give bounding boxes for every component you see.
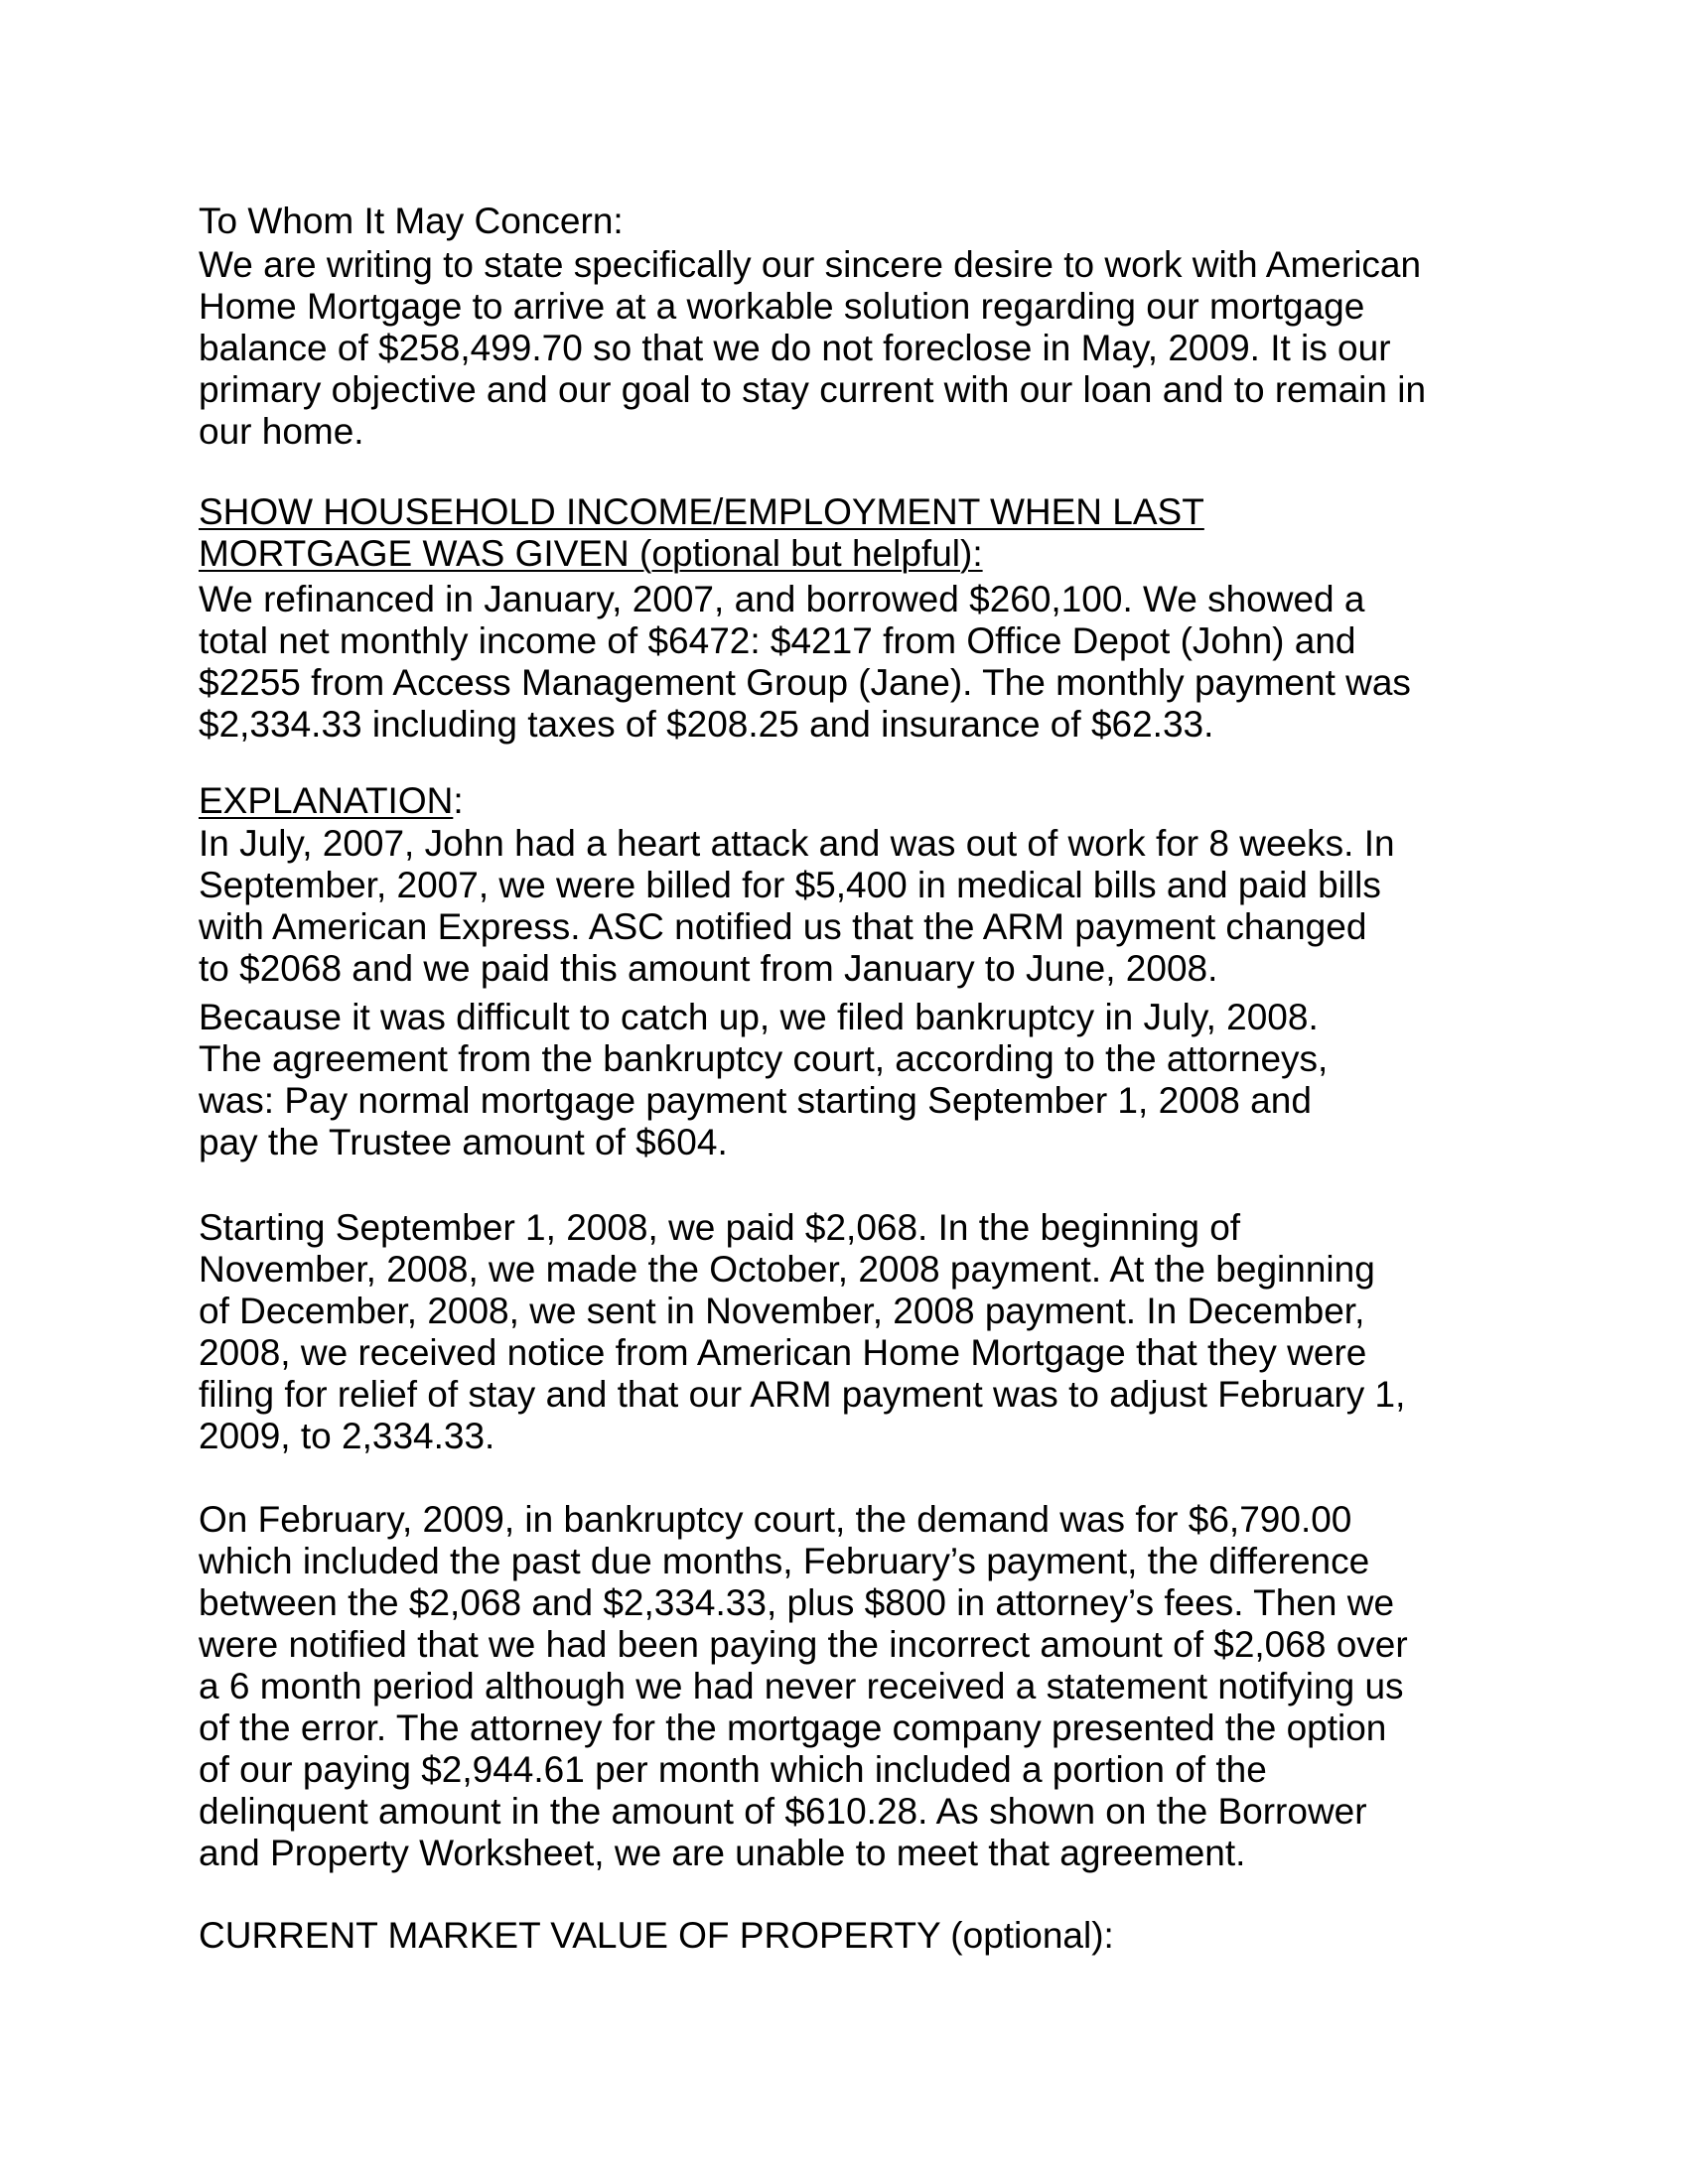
- explanation-line: 2008, we received notice from American Home Mortgage that they were: [199, 1332, 1367, 1373]
- explanation-line: a 6 month period although we had never received a statement notifying us: [199, 1666, 1404, 1706]
- intro-paragraph: [199, 244, 1519, 453]
- explanation-paragraph-1: [199, 823, 1519, 990]
- explanation-line: The agreement from the bankruptcy court, according to the attorneys,: [199, 1038, 1329, 1079]
- explanation-heading-text: EXPLANATION: [199, 780, 454, 821]
- explanation-line: delinquent amount in the amount of $610.28. As shown on the Borrower: [199, 1791, 1367, 1832]
- explanation-line: was: Pay normal mortgage payment starting September 1, 2008 and: [199, 1080, 1312, 1121]
- explanation-paragraph-3: [199, 1207, 1519, 1457]
- explanation-line: 2009, to 2,334.33.: [199, 1416, 495, 1456]
- intro-line: our home.: [199, 411, 364, 452]
- explanation-line: with American Express. ASC notified us that the ARM payment changed: [199, 906, 1367, 947]
- income-heading: [199, 491, 1519, 575]
- explanation-heading: [199, 780, 1519, 822]
- income-line: $2255 from Access Management Group (Jane). The monthly payment was: [199, 662, 1411, 703]
- explanation-line: filing for relief of stay and that our ARM payment was to adjust February 1,: [199, 1374, 1406, 1415]
- explanation-line: In July, 2007, John had a heart attack and was out of work for 8 weeks. In: [199, 823, 1395, 864]
- explanation-heading-colon: :: [453, 780, 464, 821]
- explanation-line: of December, 2008, we sent in November, 2008 payment. In December,: [199, 1291, 1365, 1331]
- explanation-line: Starting September 1, 2008, we paid $2,068. In the beginning of: [199, 1207, 1241, 1248]
- income-paragraph: [199, 579, 1519, 746]
- explanation-line: were notified that we had been paying the incorrect amount of $2,068 over: [199, 1624, 1408, 1665]
- intro-line: Home Mortgage to arrive at a workable solution regarding our mortgage: [199, 286, 1365, 327]
- intro-line: We are writing to state specifically our sincere desire to work with American: [199, 244, 1422, 285]
- explanation-line: of our paying $2,944.61 per month which included a portion of the: [199, 1749, 1267, 1790]
- explanation-paragraph-2: [199, 997, 1519, 1163]
- explanation-line: September, 2007, we were billed for $5,400 in medical bills and paid bills: [199, 865, 1381, 905]
- income-line: We refinanced in January, 2007, and borrowed $260,100. We showed a: [199, 579, 1365, 619]
- explanation-line: of the error. The attorney for the mortgage company presented the option: [199, 1707, 1387, 1748]
- income-line: total net monthly income of $6472: $4217 from Office Depot (John) and: [199, 620, 1356, 661]
- explanation-line: On February, 2009, in bankruptcy court, the demand was for $6,790.00: [199, 1499, 1352, 1540]
- intro-line: balance of $258,499.70 so that we do not foreclose in May, 2009. It is our: [199, 328, 1391, 368]
- explanation-line: Because it was difficult to catch up, we filed bankruptcy in July, 2008.: [199, 997, 1319, 1037]
- explanation-line: November, 2008, we made the October, 2008 payment. At the beginning: [199, 1249, 1375, 1290]
- explanation-paragraph-4: [199, 1499, 1519, 1874]
- explanation-line: to $2068 and we paid this amount from January to June, 2008.: [199, 948, 1218, 989]
- salutation-line: To Whom It May Concern:: [199, 201, 624, 241]
- salutation: [199, 201, 1519, 242]
- income-heading-line: SHOW HOUSEHOLD INCOME/EMPLOYMENT WHEN LAST: [199, 491, 1204, 532]
- intro-line: primary objective and our goal to stay current with our loan and to remain in: [199, 369, 1427, 410]
- explanation-line: pay the Trustee amount of $604.: [199, 1122, 728, 1162]
- explanation-line: between the $2,068 and $2,334.33, plus $800 in attorney’s fees. Then we: [199, 1582, 1395, 1623]
- income-heading-line: MORTGAGE WAS GIVEN (optional but helpful):: [199, 533, 983, 574]
- explanation-line: which included the past due months, February’s payment, the difference: [199, 1541, 1370, 1581]
- income-line: $2,334.33 including taxes of $208.25 and insurance of $62.33.: [199, 704, 1214, 745]
- market-value-line: CURRENT MARKET VALUE OF PROPERTY (optional):: [199, 1915, 1114, 1956]
- explanation-line: and Property Worksheet, we are unable to meet that agreement.: [199, 1833, 1246, 1873]
- market-value-heading: [199, 1915, 1519, 1957]
